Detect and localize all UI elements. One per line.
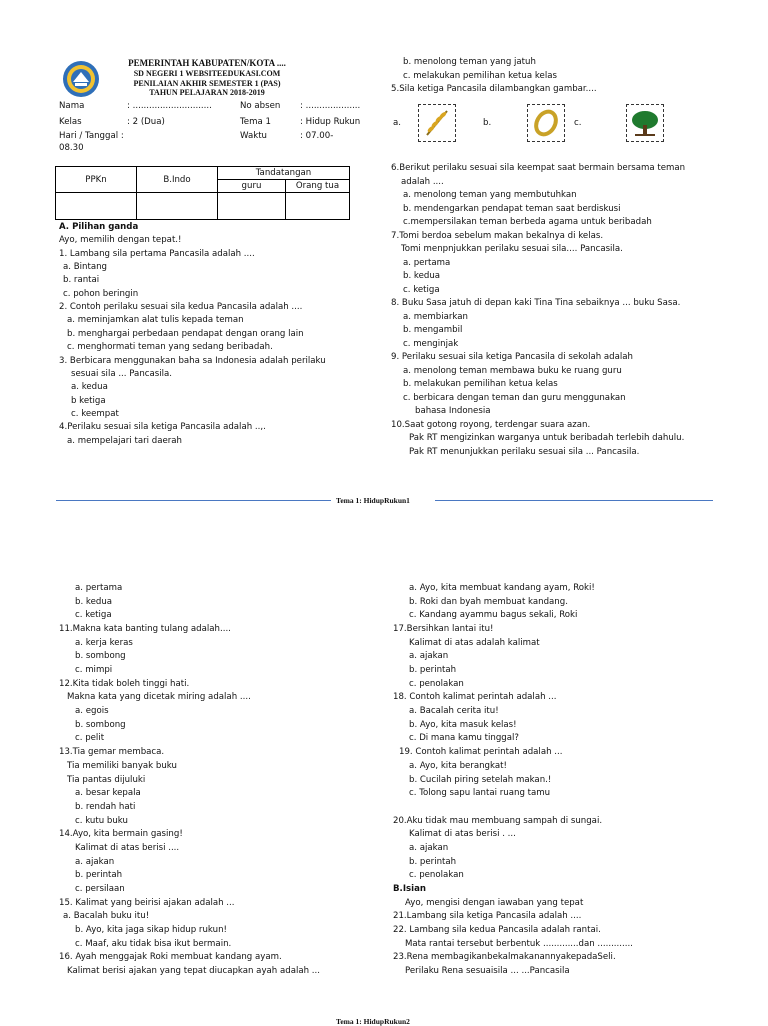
text-line: 7.Tomi berdoa sebelum makan bekalnya di kelas.: [391, 230, 604, 241]
text-line: c. ketiga: [403, 284, 440, 295]
nama-field[interactable]: : .............................: [127, 101, 212, 111]
text-line: Mata rantai tersebut berbentuk .............dan .............: [405, 938, 633, 949]
text-line: a. Ayo, kita membuat kandang ayam, Roki!: [409, 583, 595, 593]
text-line: c. keempat: [71, 408, 119, 419]
text-line: Tia pantas dijuluki: [67, 774, 146, 785]
text-line: a. kedua: [71, 382, 108, 393]
text-line: 8. Buku Sasa jatuh di depan kaki Tina Tina sebaiknya ... buku Sasa.: [391, 298, 681, 308]
text-line: c. pohon beringin: [63, 288, 139, 299]
cell-ppkn[interactable]: [56, 193, 137, 220]
text-line: 2. Contoh perilaku sesuai sila kedua Pancasila adalah ....: [59, 302, 303, 313]
kelas-value: : 2 (Dua): [127, 117, 165, 127]
padi-kapas-image: [418, 104, 456, 142]
text-line: Kalimat di atas adalah kalimat: [409, 637, 540, 648]
text-line: b ketiga: [71, 395, 106, 406]
text-line: Kalimat di atas berisi ....: [75, 842, 180, 853]
pic-option-a-label: a.: [393, 118, 401, 128]
text-line: b. menolong teman yang jatuh: [403, 57, 536, 67]
text-line: a. Bacalah cerita itu!: [409, 706, 499, 717]
text-line: B.Isian: [393, 883, 426, 894]
text-line: 16. Ayah menggajak Roki membuat kandang ayam.: [59, 952, 282, 963]
header-gov: PEMERINTAH KABUPATEN/KOTA ....: [128, 58, 286, 68]
text-line: adalah ....: [401, 176, 444, 187]
text-line: 20.Aku tidak mau membuang sampah di sungai.: [393, 815, 603, 826]
text-line: b. rantai: [63, 275, 100, 286]
text-line: a. meminjamkan alat tulis kepada teman: [67, 315, 244, 326]
divider-right: [435, 500, 713, 501]
divider-left: [56, 500, 331, 501]
text-line: c. Tolong sapu lantai ruang tamu: [409, 788, 551, 799]
chain-image: [527, 104, 565, 142]
text-line: a. mempelajari tari daerah: [67, 435, 183, 446]
text-line: 22. Lambang sila kedua Pancasila adalah rantai.: [393, 925, 601, 935]
col-bindo: B.Indo: [137, 167, 218, 193]
text-line: 19. Contoh kalimat perintah adalah ...: [399, 747, 563, 758]
hari-label: Hari / Tanggal :: [59, 131, 124, 141]
text-line: b. rendah hati: [75, 801, 136, 812]
text-line: a. ajakan: [409, 842, 449, 853]
text-line: a. Bintang: [63, 262, 107, 273]
waktu-value: : 07.00-: [300, 131, 334, 141]
waktu-label: Waktu: [240, 131, 268, 141]
text-line: Tia memiliki banyak buku: [67, 760, 177, 771]
text-line: Kalimat di atas berisi . ...: [409, 829, 516, 840]
text-line: 9. Perilaku sesuai sila ketiga Pancasila di sekolah adalah: [391, 352, 633, 362]
text-line: 13.Tia gemar membaca.: [59, 747, 165, 758]
text-line: a. Bacalah buku itu!: [63, 911, 150, 922]
text-line: c. menginjak: [403, 338, 459, 349]
text-line: 10.Saat gotong royong, terdengar suara azan.: [391, 419, 591, 430]
text-line: c. ketiga: [75, 610, 112, 621]
cell-ortu[interactable]: [286, 193, 350, 220]
text-line: sesuai sila ... Pancasila.: [71, 368, 173, 379]
text-line: b. perintah: [75, 870, 123, 881]
text-line: a. pertama: [75, 583, 123, 593]
cell-bindo[interactable]: [137, 193, 218, 220]
text-line: 14.Ayo, kita bermain gasing!: [59, 829, 183, 840]
text-line: a. membiarkan: [403, 311, 468, 322]
text-line: a. Ayo, kita berangkat!: [409, 760, 507, 771]
text-line: c.mempersilakan teman berbeda agama untuk beribadah: [403, 217, 652, 227]
text-line: a. egois: [75, 706, 109, 717]
text-line: a. ajakan: [75, 856, 115, 867]
text-line: c. kutu buku: [75, 815, 128, 826]
text-line: b. perintah: [409, 856, 457, 867]
footer-page1: Tema 1: HidupRukun1: [336, 496, 410, 505]
text-line: Tomi menpnjukkan perilaku sesuai sila.... Pancasila.: [401, 244, 623, 254]
banyan-tree-image: [626, 104, 664, 142]
text-line: Ayo, mengisi dengan iawaban yang tepat: [405, 897, 584, 908]
text-line: c. pelit: [75, 733, 105, 744]
text-line: 23.Rena membagikanbekalmakanannyakepadaSeli.: [393, 952, 616, 963]
text-line: c. penolakan: [409, 870, 464, 881]
text-line: 1. Lambang sila pertama Pancasila adalah ....: [59, 248, 255, 259]
text-line: bahasa Indonesia: [415, 406, 491, 416]
header-school: SD NEGERI 1 WEBSITEEDUKASI.COM: [133, 69, 281, 78]
header-exam: PENILAIAN AKHIR SEMESTER 1 (PAS): [133, 79, 281, 88]
text-line: c. penolakan: [409, 678, 464, 689]
kelas-label: Kelas: [59, 117, 82, 127]
text-line: 11.Makna kata banting tulang adalah....: [59, 624, 231, 635]
text-line: 15. Kalimat yang beirisi ajakan adalah ...: [59, 897, 235, 908]
absen-field[interactable]: : ....................: [300, 101, 361, 111]
pic-option-b-label: b.: [483, 118, 492, 128]
text-line: b. kedua: [403, 271, 441, 281]
text-line: a. ajakan: [409, 651, 449, 662]
nama-label: Nama: [59, 101, 85, 111]
text-line: Makna kata yang dicetak miring adalah ....: [67, 692, 251, 703]
text-line: c. Di mana kamu tinggal?: [409, 733, 519, 744]
text-line: b. mendengarkan pendapat teman saat berdiskusi: [403, 203, 621, 214]
absen-label: No absen: [240, 101, 281, 111]
text-line: c. mimpi: [75, 665, 113, 676]
text-line: A. Pilihan ganda: [59, 222, 139, 232]
text-line: a. pertama: [403, 257, 451, 268]
text-line: Pak RT menunjukkan perilaku sesuai sila ... Pancasila.: [409, 446, 640, 457]
text-line: c. menghormati teman yang sedang beribadah.: [67, 342, 273, 353]
text-line: 6.Berikut perilaku sesuai sila keempat saat bermain bersama teman: [391, 163, 686, 173]
col-ppkn: PPKn: [56, 167, 137, 193]
text-line: b. perintah: [409, 665, 457, 676]
text-line: 18. Contoh kalimat perintah adalah ...: [393, 692, 557, 703]
school-logo: [62, 60, 100, 98]
cell-guru[interactable]: [218, 193, 286, 220]
text-line: b. mengambil: [403, 325, 463, 335]
text-line: b. Ayo, kita jaga sikap hidup rukun!: [75, 925, 227, 935]
text-line: a. menolong teman yang membutuhkan: [403, 190, 577, 200]
text-line: Perilaku Rena sesuaisila ... ...Pancasila: [405, 966, 570, 977]
text-line: b. melakukan pemilihan ketua kelas: [403, 379, 558, 389]
tema-value: : Hidup Rukun: [300, 117, 361, 127]
text-line: Ayo, memilih dengan tepat.!: [59, 235, 182, 246]
text-line: b. sombong: [75, 719, 126, 730]
text-line: a. besar kepala: [75, 788, 141, 799]
text-line: b. kedua: [75, 596, 113, 607]
text-line: a. menolong teman membawa buku ke ruang guru: [403, 365, 622, 376]
text-line: 4.Perilaku sesuai sila ketiga Pancasila adalah ..,.: [59, 422, 266, 433]
text-line: 17.Bersihkan lantai itu!: [393, 624, 494, 635]
header-year: TAHUN PELAJARAN 2018-2019: [149, 88, 265, 97]
text-line: a. kerja keras: [75, 637, 133, 648]
text-line: b. menghargai perbedaan pendapat dengan orang lain: [67, 328, 304, 339]
text-line: c. Kandang ayammu bagus sekali, Roki: [409, 610, 578, 621]
text-line: b. Ayo, kita masuk kelas!: [409, 719, 517, 730]
text-line: c. melakukan pemilihan ketua kelas: [403, 70, 557, 81]
waktu-end: 08.30: [59, 143, 84, 153]
col-ortu: Orang tua: [286, 180, 350, 193]
text-line: c. berbicara dengan teman dan guru menggunakan: [403, 392, 626, 403]
pic-option-c-label: c.: [574, 118, 582, 128]
tema-label: Tema 1: [240, 117, 271, 127]
col-tandatangan: Tandatangan: [218, 167, 350, 180]
col-guru: guru: [218, 180, 286, 193]
text-line: c. persilaan: [75, 883, 125, 894]
text-line: 3. Berbicara menggunakan baha sa Indonesia adalah perilaku: [59, 355, 326, 366]
text-line: 5.Sila ketiga Pancasila dilambangkan gambar....: [391, 84, 597, 94]
text-line: 21.Lambang sila ketiga Pancasila adalah ....: [393, 911, 582, 922]
text-line: b. Cucilah piring setelah makan.!: [409, 774, 552, 785]
text-line: Pak RT mengizinkan warganya untuk beribadah terlebih dahulu.: [409, 433, 685, 443]
footer-page2: Tema 1: HidupRukun2: [336, 1017, 410, 1026]
text-line: 12.Kita tidak boleh tinggi hati.: [59, 678, 190, 689]
text-line: b. Roki dan byah membuat kandang.: [409, 596, 568, 607]
signature-table: [55, 166, 350, 220]
text-line: c. Maaf, aku tidak bisa ikut bermain.: [75, 938, 232, 949]
text-line: b. sombong: [75, 651, 126, 662]
text-line: Kalimat berisi ajakan yang tepat diucapkan ayah adalah ...: [67, 966, 320, 977]
